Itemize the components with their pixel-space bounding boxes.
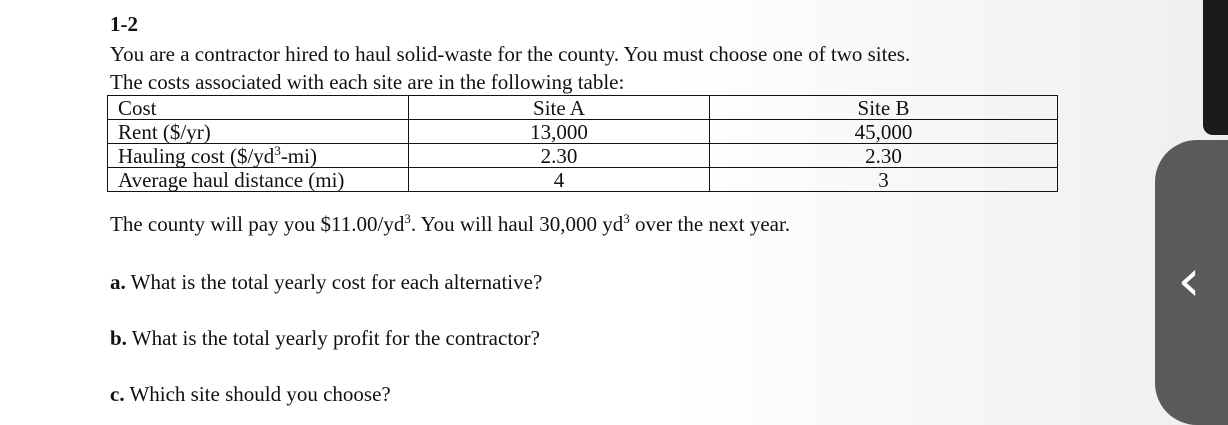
question-a-letter: a. [110, 270, 126, 294]
chevron-left-icon[interactable]: ‹ [1177, 246, 1201, 314]
table-header-site-a: Site A [409, 96, 710, 120]
table-header-row [108, 96, 1058, 120]
question-b [110, 326, 540, 350]
payment-sup-2: 3 [623, 211, 630, 226]
payment-text [110, 212, 790, 236]
cost-table [107, 95, 1058, 192]
question-b-text: What is the total yearly profit for the contractor? [126, 326, 540, 350]
table-row [108, 120, 1058, 144]
problem-number: 1-2 [110, 12, 138, 36]
payment-part-1: The county will pay you $11.00/yd [110, 212, 405, 236]
intro-text-line-2: The costs associated with each site are in the following table: [110, 70, 625, 94]
table-row [108, 144, 1058, 168]
cell-site-b-hauling: 2.30 [710, 144, 1058, 168]
cell-site-a-distance: 4 [409, 168, 710, 192]
cell-site-b-rent: 45,000 [710, 120, 1058, 144]
hauling-label-sup: 3 [274, 143, 281, 158]
hauling-label-prefix: Hauling cost ($/yd [118, 144, 275, 168]
row-label-haul-distance: Average haul distance (mi) [108, 168, 409, 192]
intro-text-line-1: You are a contractor hired to haul solid-waste for the county. You must choose one of two sites. [110, 42, 911, 66]
payment-part-2: . You will haul 30,000 yd [410, 212, 624, 236]
row-label-rent: Rent ($/yr) [108, 120, 409, 144]
table-row [108, 168, 1058, 192]
cell-site-b-distance: 3 [710, 168, 1058, 192]
cell-site-a-hauling: 2.30 [409, 144, 710, 168]
question-a [110, 270, 542, 294]
row-label-hauling-cost [108, 144, 409, 168]
table-header-cost: Cost [108, 96, 409, 120]
question-b-letter: b. [110, 326, 127, 350]
table-header-site-b: Site B [710, 96, 1058, 120]
question-a-text: What is the total yearly cost for each alternative? [125, 270, 543, 294]
question-c-letter: c. [110, 382, 125, 406]
hauling-label-suffix: -mi) [280, 144, 317, 168]
question-c-text: Which site should you choose? [124, 382, 391, 406]
top-edge-bar [1203, 0, 1228, 135]
cell-site-a-rent: 13,000 [409, 120, 710, 144]
payment-part-3: over the next year. [629, 212, 791, 236]
payment-sup-1: 3 [404, 211, 411, 226]
question-c [110, 382, 391, 406]
